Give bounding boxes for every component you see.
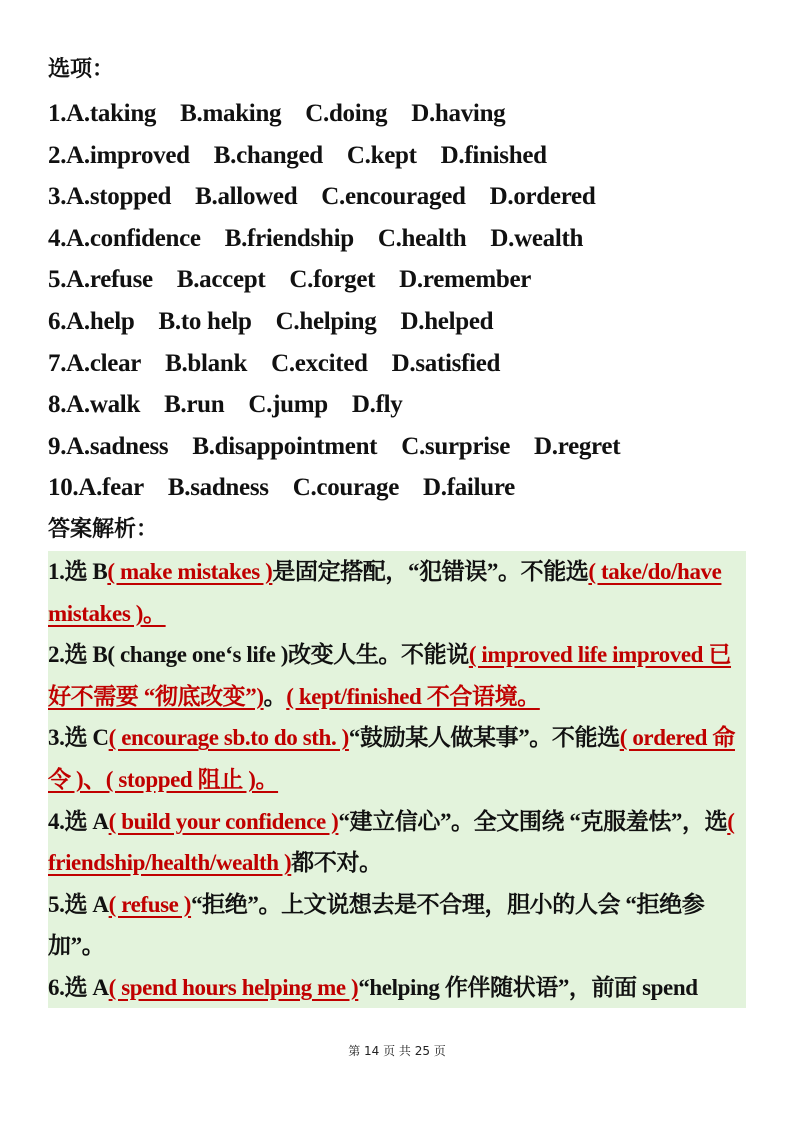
option-item: C.courage [292,474,399,502]
option-item: B.sadness [167,474,269,502]
option-item: C.encouraged [321,183,466,211]
answer-text: “拒绝”。上文说想去是不合理，胆小的人会 “拒绝参加”。 [48,891,705,959]
page-footer: 第 14 页 共 25 页 [348,1044,446,1058]
option-row [48,259,746,301]
option-item: 4.A.confidence [48,224,201,252]
answers-block [48,551,746,1009]
options-heading: 选项： [48,56,115,82]
option-item: C.excited [271,349,368,377]
option-row [48,301,746,343]
answer-heading: 答案解析： [48,515,159,542]
option-item: B.changed [213,141,323,169]
option-item: B.accept [176,266,266,294]
option-item: D.satisfied [391,349,501,377]
answer-item [48,634,746,717]
answer-item [48,717,746,800]
answer-text: 6.选 A [48,974,109,1000]
answer-text: 2.选 B( change one‘s life )改变人生。不能说 [48,642,469,668]
option-item: 5.A.refuse [48,266,153,294]
option-row [48,218,746,260]
option-item: C.doing [305,100,388,127]
option-item: 7.A.clear [48,349,142,377]
option-row [48,384,746,426]
option-item: D.regret [534,432,621,460]
answer-text: 4.选 A [48,808,109,834]
option-row [48,135,746,177]
answer-text: 是固定搭配，“犯错误”。不能选 [272,558,589,584]
answer-highlight: ( kept/finished 不合语境。 [286,683,540,709]
answer-item [48,551,746,634]
option-item: C.health [377,224,467,252]
option-item: B.disappointment [192,432,378,460]
option-row [48,176,746,218]
option-item: D.ordered [489,183,596,211]
option-item: B.making [180,100,282,127]
option-item: B.friendship [224,224,354,252]
option-item: D.remember [399,266,532,294]
option-item: 10.A.fear [48,474,144,502]
answer-text: “鼓励某人做某事”。不能选 [348,725,620,751]
answer-text: “建立信心”。全文围绕 “克服羞怯”，选 [338,808,728,834]
option-item: 2.A.improved [48,141,190,169]
option-item: D.finished [440,141,547,169]
answer-item [48,801,746,884]
answer-text: 都不对。 [291,850,382,876]
answer-highlight: ( encourage sb.to do sth. ) [108,725,349,751]
option-item: C.surprise [401,432,511,460]
answer-highlight: ( make mistakes ) [107,558,273,584]
option-item: 9.A.sadness [48,432,169,460]
answer-text: 3.选 C [48,725,109,751]
option-item: B.to help [158,307,252,335]
answer-highlight: ( refuse ) [108,891,192,917]
option-item: 6.A.help [48,307,135,335]
options-list [48,93,746,509]
answer-item [48,967,746,1009]
option-item: C.helping [275,307,377,335]
answer-text: “helping 作伴随状语”，前面 spend [358,974,698,1000]
answer-highlight: ( build your confidence ) [108,808,339,834]
option-item: D.helped [400,307,494,335]
option-item: C.jump [248,391,328,419]
option-item: B.allowed [195,183,298,211]
option-row [48,343,746,385]
answer-highlight: ( spend hours helping me ) [108,974,359,1000]
answer-highlight: ( ordered 命令 )、( stopped 阻止 )。 [48,725,735,792]
answer-highlight: ( take/do/have mistakes )。 [48,558,722,626]
answer-highlight: ( friendship/health/wealth ) [48,808,735,876]
answer-text: 1.选 B [48,558,108,584]
option-item: C.forget [289,266,376,294]
option-item: 3.A.stopped [48,183,172,211]
option-row [48,426,746,468]
option-item: C.kept [346,141,417,169]
option-item: 8.A.walk [48,391,141,419]
option-item: D.wealth [490,224,584,252]
option-item: B.blank [165,349,248,377]
answer-highlight: ( improved life improved 已好不需要 “彻底改变”) [48,642,732,709]
answer-text: 5.选 A [48,891,109,917]
option-item: D.having [411,100,506,127]
answer-item [48,884,746,967]
option-item: 1.A.taking [48,100,157,127]
option-row [48,467,746,509]
document-page [48,52,746,1008]
option-row [48,93,746,135]
answer-text: 。 [263,683,287,709]
option-item: D.fly [351,391,403,419]
option-item: D.failure [423,474,515,502]
option-item: B.run [164,391,225,419]
